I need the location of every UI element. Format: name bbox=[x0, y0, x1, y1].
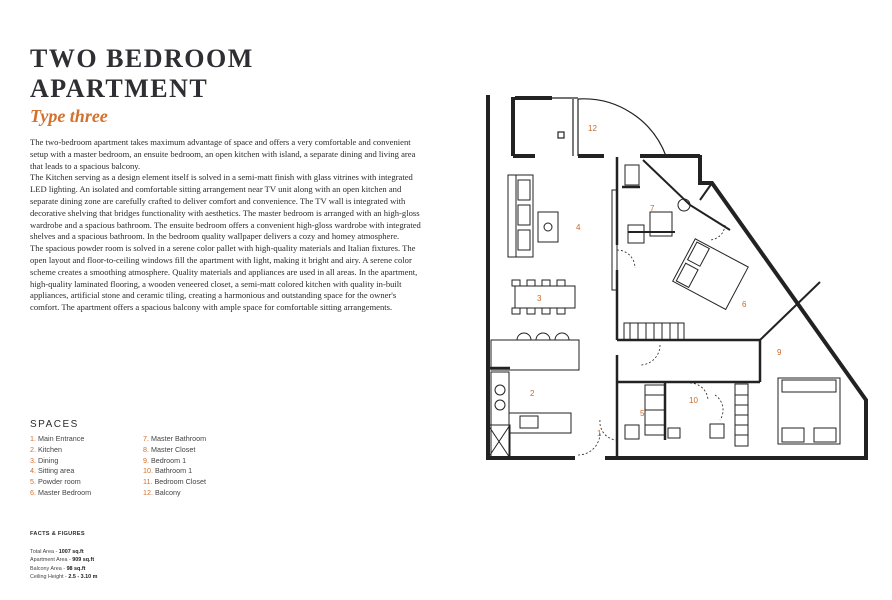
room-label-6: 6 bbox=[742, 300, 747, 309]
title-line-1: TWO BEDROOM bbox=[30, 44, 254, 73]
space-item: 9. Bedroom 1 bbox=[143, 455, 187, 465]
page-title bbox=[30, 44, 254, 104]
space-item: 5. Powder room bbox=[30, 477, 81, 487]
fact-item: Ceiling Height - 2.5 - 3.10 m bbox=[30, 574, 98, 581]
space-item: 3. Dining bbox=[30, 455, 59, 465]
master-bed bbox=[673, 239, 749, 310]
fact-item: Balcony Area - 98 sq.ft bbox=[30, 565, 86, 572]
room-label-7: 7 bbox=[650, 204, 655, 213]
bedroom-bed bbox=[778, 378, 840, 444]
space-item: 7. Master Bathroom bbox=[143, 434, 207, 443]
closets bbox=[624, 323, 748, 446]
space-item: 12. Balcony bbox=[143, 487, 181, 497]
bedroom-walls bbox=[628, 160, 820, 340]
room-label-10: 10 bbox=[689, 396, 698, 405]
outer-walls bbox=[488, 95, 866, 458]
dining-set bbox=[512, 280, 575, 314]
room-label-12: 12 bbox=[588, 124, 597, 133]
space-item: 4. Sitting area bbox=[30, 466, 75, 476]
title-line-2: APARTMENT bbox=[30, 74, 209, 103]
space-item: 11. Bedroom Closet bbox=[143, 477, 207, 487]
spaces-list-1 bbox=[30, 434, 91, 499]
space-item: 8. Master Closet bbox=[143, 444, 196, 454]
fact-item: Apartment Area - 909 sq.ft bbox=[30, 557, 95, 564]
balcony bbox=[552, 98, 666, 156]
space-item: 2. Kitchen bbox=[30, 444, 62, 454]
sofa bbox=[508, 175, 558, 257]
description-paragraph-3: The spacious powder room is solved in a serene color pallet with high-quality materials and Italian fixtures. The open layout and floor-to-ceiling windows fill the apartment with light, making it bright and airy. A serene color scheme creates a smoothing atmosphere. Quality materials and appliances are used in all areas. In the apartment, high-quality laminated flooring, a wooden veneered closet, a semi-matt colored kitchen with quality in-built appliances, artificial stone and ceramic tiling, creating a harmonious and outstanding space for the owner's comfort. The apartment offers a spacious balcony with ample space for comfortable sitting arrangements. bbox=[30, 243, 418, 313]
apartment-type-subtitle: Type three bbox=[30, 106, 108, 126]
facts-heading: FACTS & FIGURES bbox=[30, 531, 85, 537]
fact-item: Total Area - 1007 sq.ft bbox=[30, 549, 84, 555]
room-label-3: 3 bbox=[537, 294, 542, 303]
space-item: 10. Bathroom 1 bbox=[143, 466, 193, 476]
room-label-9: 9 bbox=[777, 348, 782, 357]
room-label-2: 2 bbox=[530, 389, 535, 398]
description-paragraph-1: The two-bedroom apartment takes maximum advantage of space and offers a very comfortable and convenient setup with a master bedroom, an ensuite bedroom, an open kitchen with island, a separate dining and living area that leads to a spacious balcony. bbox=[30, 137, 416, 171]
spaces-heading: SPACES bbox=[30, 419, 79, 430]
space-item: 1. Main Entrance bbox=[30, 434, 85, 443]
kitchen bbox=[488, 340, 579, 458]
room-label-4: 4 bbox=[576, 223, 581, 232]
room-label-1: 1 bbox=[597, 429, 602, 438]
description-paragraph-2: The Kitchen serving as a design element itself is solved in a semi-matt finish with glass vitrines with integrated LED lighting. An isolated and comfortable sitting arrangement near TV unit along with an open kitchen and separate dining zone are carefully crafted to deliver comfort and convenience. The TV wall is integrated with decorative shelving that bridges functionality with aesthetics. The master bedroom is arranged with an high-gloss wardrobe and a spacious bathroom. The ensuite bedroom offers a convenient high-gloss wardrobe with integrated shelves and a spacious bathroom. In the bedroom quality wallpaper delivers a cozy and homey atmosphere. bbox=[30, 172, 421, 242]
facts-list bbox=[30, 548, 97, 582]
spaces-list-2 bbox=[143, 434, 206, 499]
space-item: 6. Master Bedroom bbox=[30, 487, 92, 497]
floor-plan bbox=[480, 88, 880, 468]
stools bbox=[517, 333, 569, 340]
room-label-5: 5 bbox=[640, 409, 645, 418]
description bbox=[30, 137, 422, 314]
